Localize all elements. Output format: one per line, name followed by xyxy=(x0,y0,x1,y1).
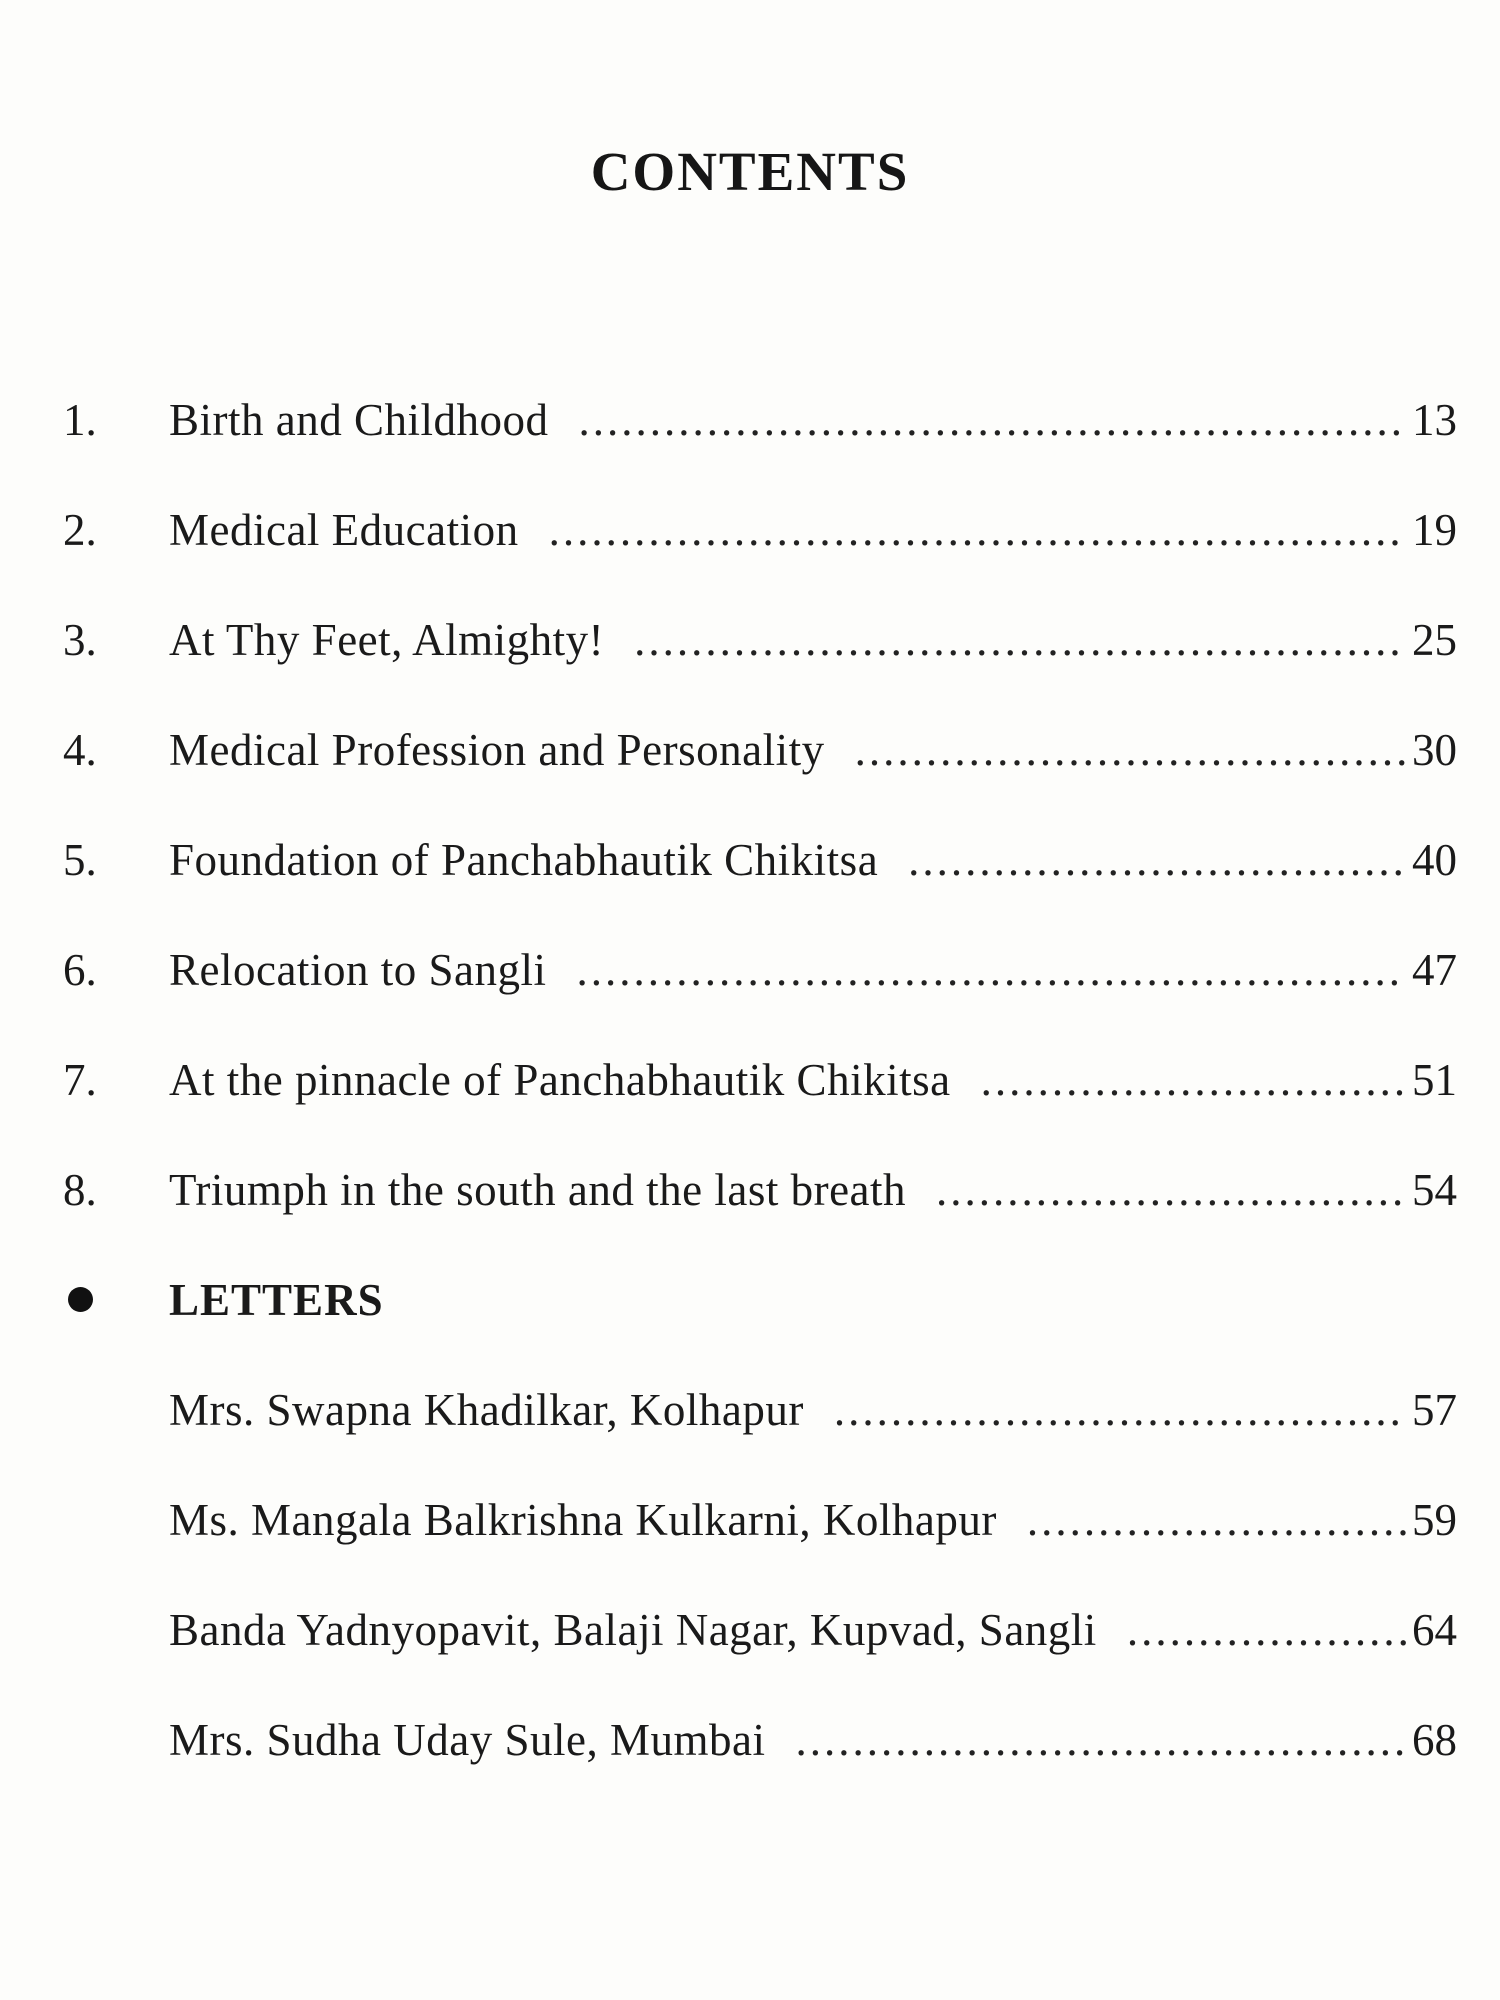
toc-entry-chapter-8[interactable] xyxy=(0,1155,1500,1225)
page-number: 13 xyxy=(1412,395,1457,445)
page-number: 51 xyxy=(1412,1055,1457,1105)
dot-leader xyxy=(634,605,1406,675)
dot-leader xyxy=(549,495,1406,565)
chapter-number: 5. xyxy=(63,835,97,885)
chapter-number: 3. xyxy=(63,615,97,665)
toc-entry-chapter-4[interactable] xyxy=(0,715,1500,785)
toc-entry-chapter-3[interactable] xyxy=(0,605,1500,675)
chapter-title: Foundation of Panchabhautik Chikitsa xyxy=(169,835,879,885)
dot-leader xyxy=(981,1045,1406,1115)
page-number: 30 xyxy=(1412,725,1457,775)
toc-entry-letter-2[interactable] xyxy=(0,1485,1500,1555)
page-number: 54 xyxy=(1412,1165,1457,1215)
bullet-icon xyxy=(68,1287,93,1312)
chapter-number: 4. xyxy=(63,725,97,775)
dot-leader xyxy=(576,935,1406,1005)
letter-title: Banda Yadnyopavit, Balaji Nagar, Kupvad, Sangli xyxy=(169,1605,1097,1655)
page-number: 47 xyxy=(1412,945,1457,995)
toc-entry-chapter-6[interactable] xyxy=(0,935,1500,1005)
section-heading: LETTERS xyxy=(169,1275,384,1325)
toc-entry-letter-4[interactable] xyxy=(0,1705,1500,1775)
chapter-number: 6. xyxy=(63,945,97,995)
page-number: 68 xyxy=(1412,1715,1457,1765)
page-number: 57 xyxy=(1412,1385,1457,1435)
letter-title: Mrs. Sudha Uday Sule, Mumbai xyxy=(169,1715,766,1765)
dot-leader xyxy=(855,715,1406,785)
dot-leader xyxy=(1027,1485,1406,1555)
page-number: 40 xyxy=(1412,835,1457,885)
toc-entry-chapter-1[interactable] xyxy=(0,385,1500,455)
dot-leader xyxy=(834,1375,1406,1445)
dot-leader xyxy=(936,1155,1406,1225)
dot-leader xyxy=(908,825,1406,895)
letter-title: Mrs. Swapna Khadilkar, Kolhapur xyxy=(169,1385,804,1435)
toc-entry-chapter-5[interactable] xyxy=(0,825,1500,895)
chapter-title: Relocation to Sangli xyxy=(169,945,547,995)
dot-leader xyxy=(795,1705,1406,1775)
page-number: 25 xyxy=(1412,615,1457,665)
chapter-title: At Thy Feet, Almighty! xyxy=(169,615,605,665)
toc-entry-chapter-2[interactable] xyxy=(0,495,1500,565)
toc-entry-letter-1[interactable] xyxy=(0,1375,1500,1445)
chapter-title: Triumph in the south and the last breath xyxy=(169,1165,907,1215)
chapter-number: 2. xyxy=(63,505,97,555)
page-title: CONTENTS xyxy=(590,141,910,202)
page-number: 59 xyxy=(1412,1495,1457,1545)
dot-leader xyxy=(1127,1595,1406,1665)
chapter-number: 1. xyxy=(63,395,97,445)
letter-title: Ms. Mangala Balkrishna Kulkarni, Kolhapur xyxy=(169,1495,997,1545)
letters-section-heading-row xyxy=(0,1265,1500,1335)
chapter-number: 8. xyxy=(63,1165,97,1215)
chapter-title: At the pinnacle of Panchabhautik Chikitsa xyxy=(169,1055,951,1105)
toc-entry-chapter-7[interactable] xyxy=(0,1045,1500,1115)
page-number: 19 xyxy=(1412,505,1457,555)
chapter-title: Medical Education xyxy=(169,505,519,555)
toc-entry-letter-3[interactable] xyxy=(0,1595,1500,1665)
page-number: 64 xyxy=(1412,1605,1457,1655)
chapter-title: Birth and Childhood xyxy=(169,395,549,445)
chapter-number: 7. xyxy=(63,1055,97,1105)
chapter-title: Medical Profession and Personality xyxy=(169,725,825,775)
dot-leader xyxy=(579,385,1407,455)
